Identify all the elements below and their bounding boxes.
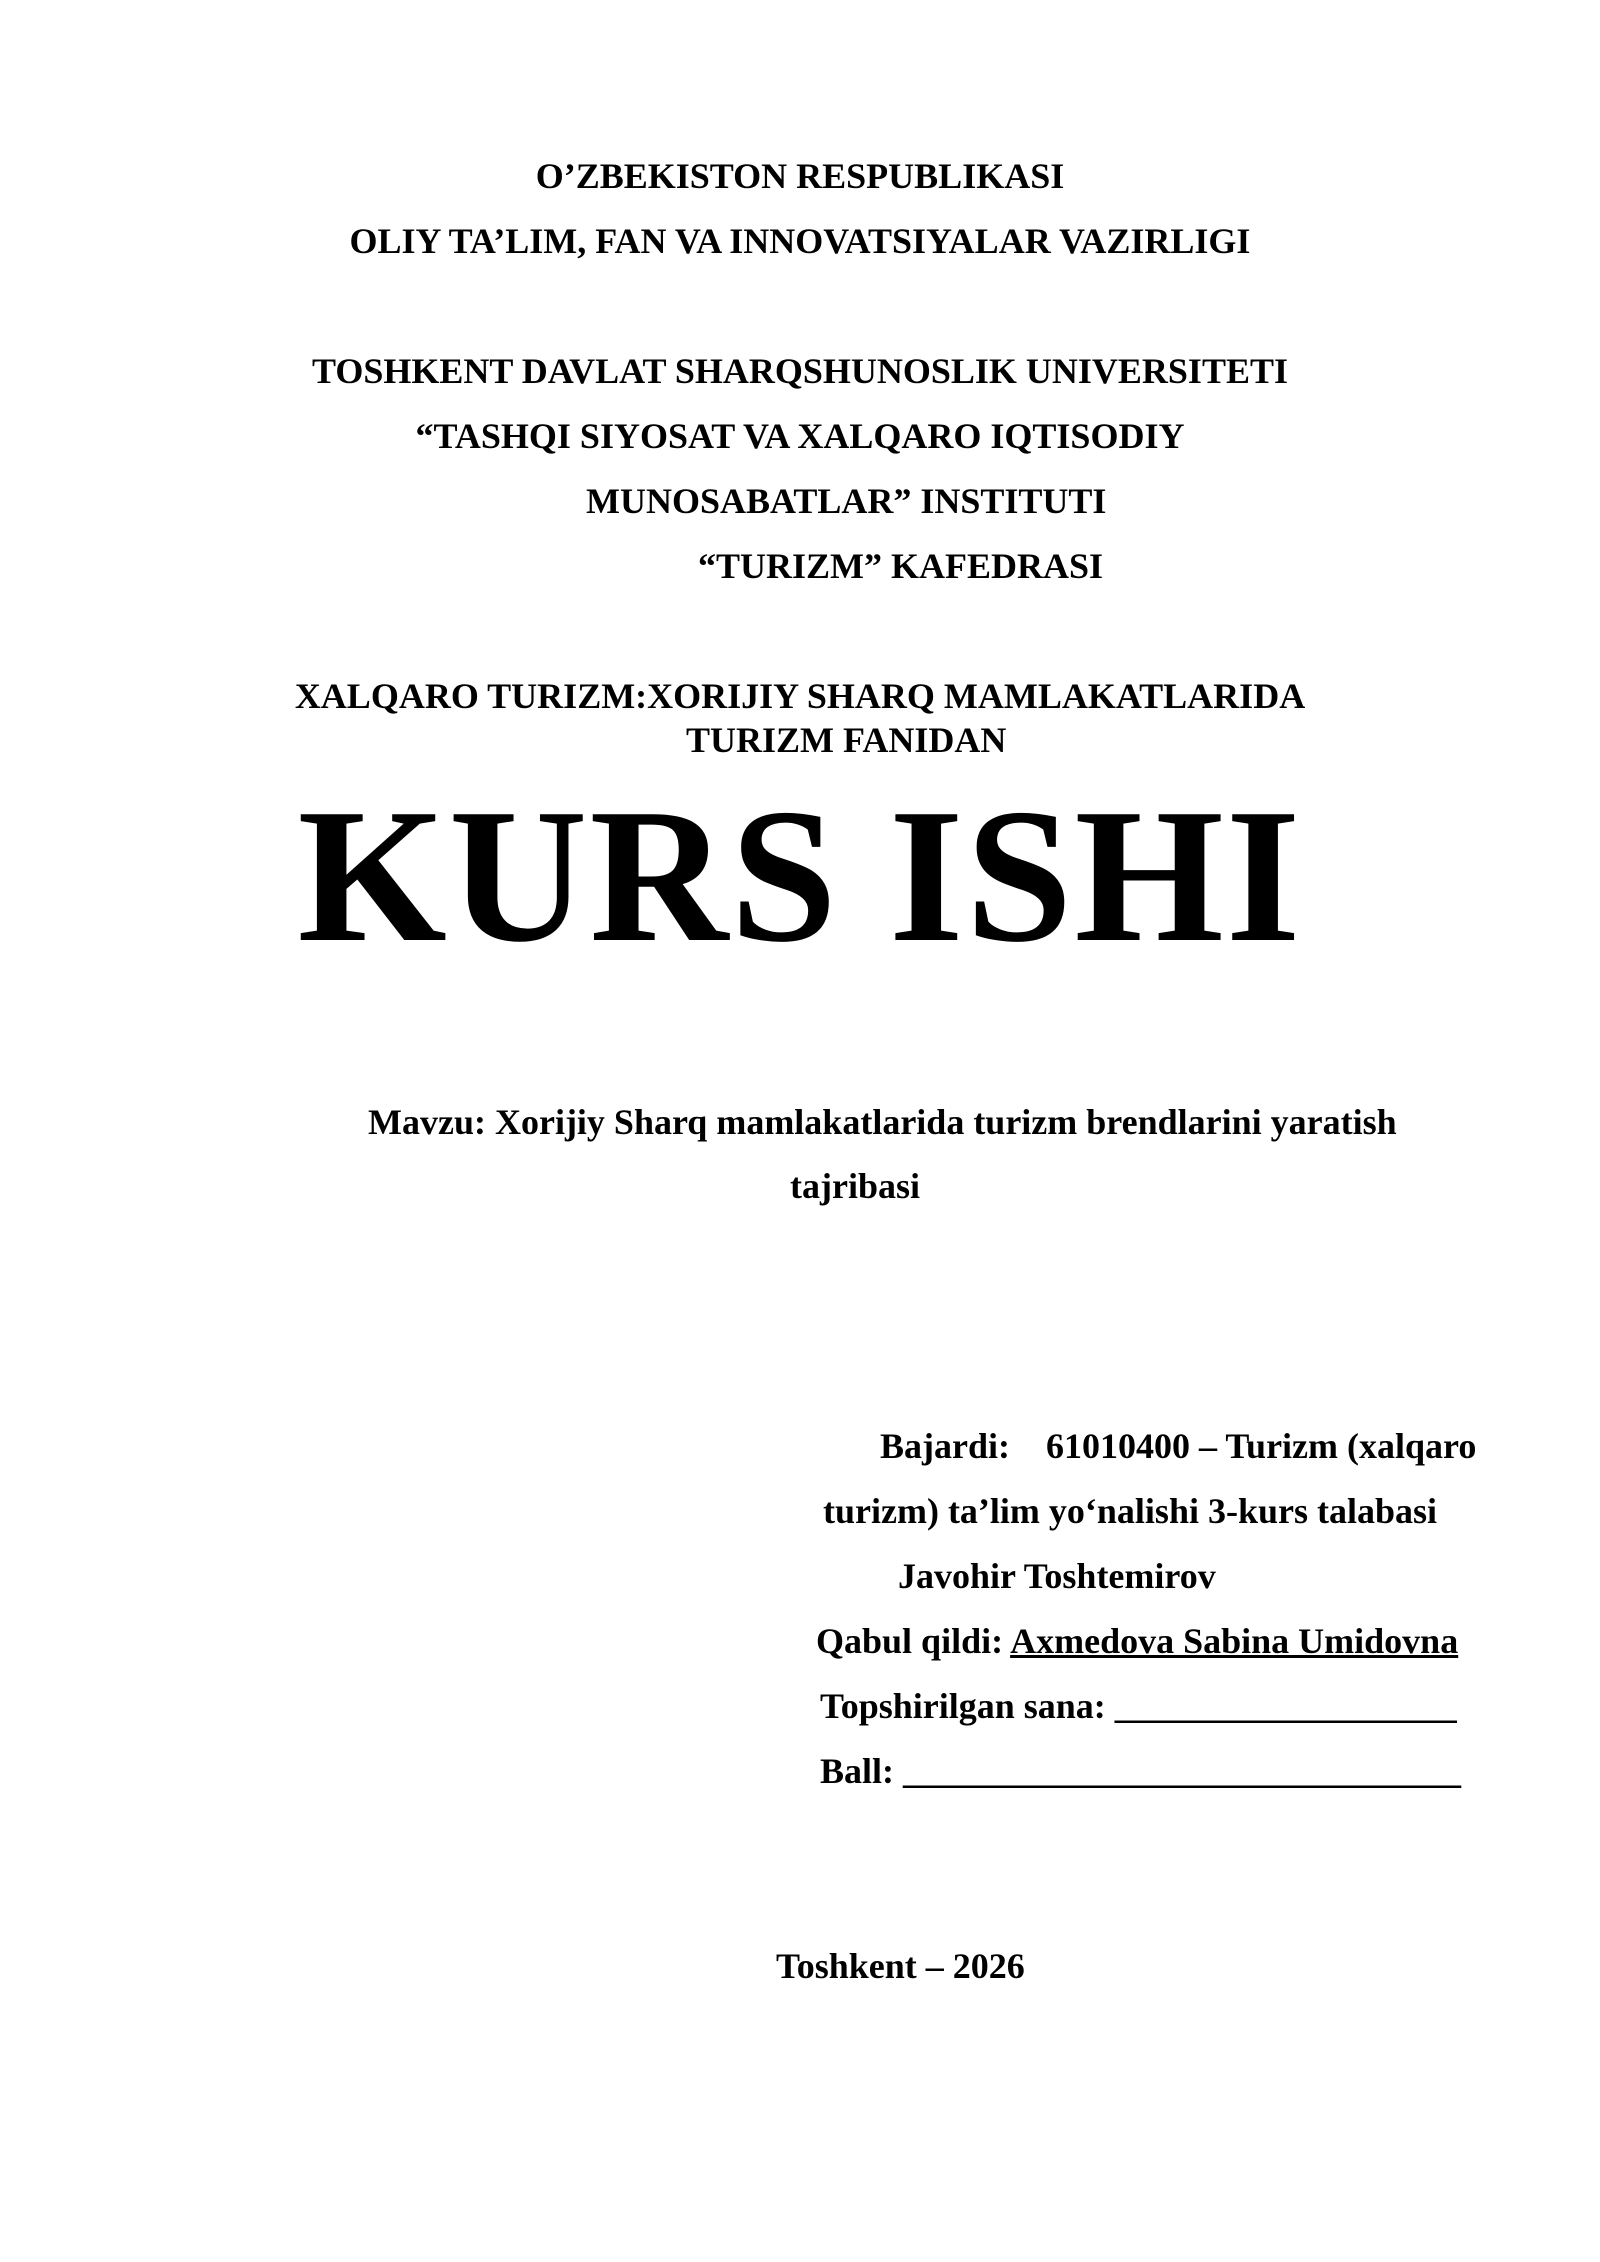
subject-heading-line1: XALQARO TURIZM:XORIJIY SHARQ MAMLAKATLARIDA: [294, 676, 1306, 716]
department-heading: “TURIZM” KAFEDRASI: [698, 546, 1104, 586]
country-heading: O’ZBEKISTON RESPUBLIKASI: [535, 156, 1065, 196]
accepted-label: Qabul qildi:: [816, 1621, 1004, 1661]
date-label: Topshirilgan sana:: [820, 1686, 1106, 1726]
city-year: Toshkent – 2026: [776, 1946, 1025, 1986]
date-row: [820, 1688, 1457, 1724]
date-blank: ___________________: [1114, 1686, 1457, 1726]
performed-value-line1: 61010400 – Turizm (xalqaro: [1046, 1426, 1477, 1466]
performed-row: [880, 1428, 1476, 1464]
performed-label: Bajardi:: [880, 1426, 1010, 1466]
accepted-row: [816, 1623, 1458, 1659]
student-name: Javohir Toshtemirov: [898, 1556, 1216, 1596]
score-blank: _______________________________: [903, 1751, 1462, 1791]
document-title: KURS ISHI: [297, 769, 1303, 982]
topic-line1: Mavzu: Xorijiy Sharq mamlakatlarida turizm brendlarini yaratish: [368, 1102, 1397, 1142]
score-row: [820, 1753, 1461, 1789]
institute-heading-line1: “TASHQI SIYOSAT VA XALQARO IQTISODIY: [415, 416, 1185, 456]
institute-heading-line2: MUNOSABATLAR” INSTITUTI: [586, 481, 1107, 521]
subject-heading-line2: TURIZM FANIDAN: [686, 720, 1007, 760]
score-label: Ball:: [820, 1751, 895, 1791]
performed-value-line2: turizm) ta’lim yo‘nalishi 3-kurs talabasi: [823, 1491, 1438, 1531]
topic-line2: tajribasi: [790, 1166, 920, 1206]
accepted-value: Axmedova Sabina Umidovna: [1010, 1621, 1459, 1661]
university-heading: TOSHKENT DAVLAT SHARQSHUNOSLIK UNIVERSITETI: [312, 351, 1288, 391]
ministry-heading: OLIY TA’LIM, FAN VA INNOVATSIYALAR VAZIRLIGI: [349, 221, 1251, 261]
